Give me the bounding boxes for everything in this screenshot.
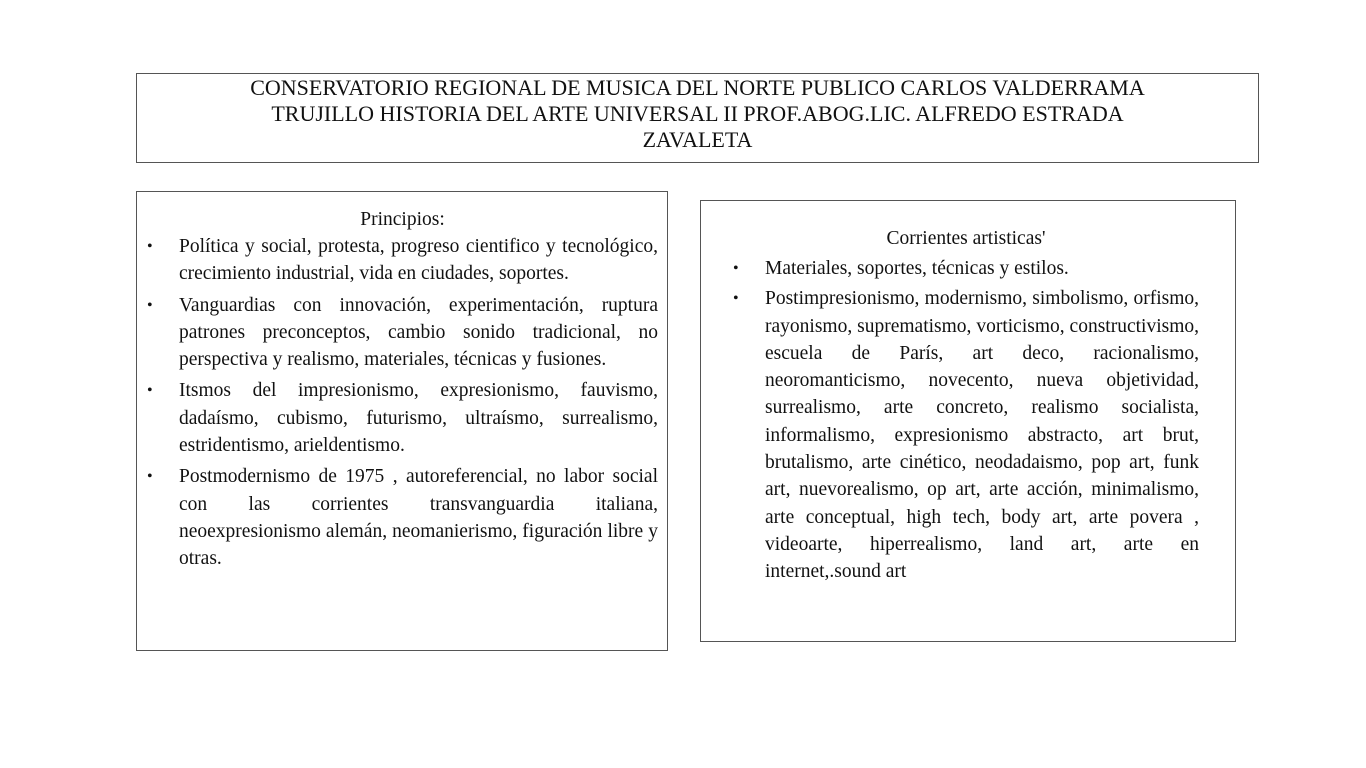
bullet-icon: • [147, 296, 153, 314]
list-item-text: Postimpresionismo, modernismo, simbolismo, orfismo, rayonismo, suprematismo, vorticismo, constructivismo, escuela de París, art deco, racionalismo, neoromanticismo, novecento, nueva objetividad, surrealismo, arte concreto, realismo socialista, informalismo, expresionismo abstracto, art brut, brutalismo, arte cinético, neodadaismo, pop art, funk art, nuevorealismo, op art, arte acción, minimalismo, arte conceptual, high tech, body art, arte povera , videoarte, hiperrealismo, land art, arte en internet,.sound art [765, 288, 1199, 583]
principios-box [136, 191, 668, 651]
list-item-text: Política y social, protesta, progreso cientifico y tecnológico, crecimiento industrial, vida en ciudades, soportes. [179, 236, 658, 285]
bullet-icon: • [147, 382, 153, 400]
corrientes-heading: Corrientes artisticas' [886, 228, 1046, 249]
principios-list [147, 233, 658, 573]
list-item [147, 292, 658, 374]
list-item [147, 463, 658, 572]
list-item-text: Postmodernismo de 1975 , autoreferencial, no labor social con las corrientes transvanguardia italiana, neoexpresionismo alemán, neomanierismo, figuración libre y otras. [179, 466, 658, 570]
title-line-1: CONSERVATORIO REGIONAL DE MUSICA DEL NORTE PUBLICO CARLOS VALDERRAMA [250, 75, 1145, 100]
bullet-icon: • [733, 260, 739, 277]
list-item [147, 233, 658, 288]
list-item [733, 255, 1199, 282]
title-line-3: ZAVALETA [642, 127, 753, 152]
list-item [733, 285, 1199, 585]
list-item-text: Vanguardias con innovación, experimentación, ruptura patrones preconceptos, cambio sonido tradicional, no perspectiva y realismo, materiales, técnicas y fusiones. [179, 294, 658, 371]
title-line-2: TRUJILLO HISTORIA DEL ARTE UNIVERSAL II PROF.ABOG.LIC. ALFREDO ESTRADA [271, 101, 1124, 126]
bullet-icon: • [147, 238, 153, 255]
list-item-text: Itsmos del impresionismo, expresionismo, fauvismo, dadaísmo, cubismo, futurismo, ultraísmo, surrealismo, estridentismo, arieldentismo. [179, 380, 658, 457]
corrientes-list [733, 255, 1199, 586]
list-item-text: Materiales, soportes, técnicas y estilos. [765, 258, 1069, 279]
list-item [147, 377, 658, 459]
corrientes-box [700, 200, 1236, 642]
bullet-icon: • [733, 290, 739, 308]
principios-heading: Principios: [360, 209, 445, 230]
title-box [136, 73, 1259, 163]
bullet-icon: • [147, 468, 153, 486]
